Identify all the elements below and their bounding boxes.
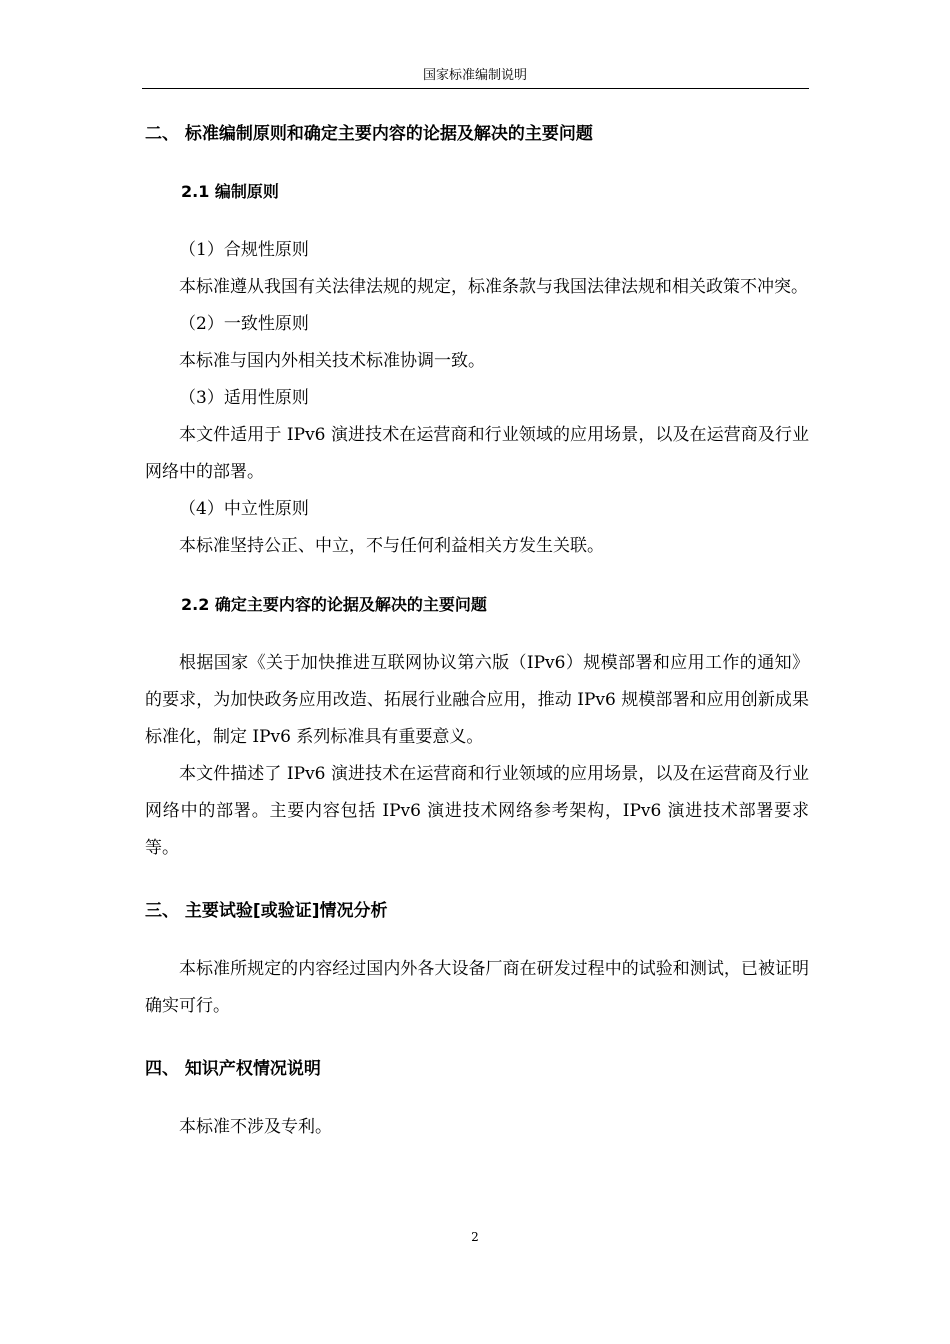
section-3-heading: 三、 主要试验[或验证]情况分析 <box>145 901 388 921</box>
page-number: 2 <box>471 1230 479 1244</box>
basis-paragraph: 根据国家《关于加快推进互联网协议第六版（IPv6）规模部署和应用工作的通知》的要求，为加快政务应用改造、拓展行业融合应用，推动 IPv6 规模部署和应用创新成果标准化，制定 IPv6 系列标准具有重要意义。 <box>145 653 809 747</box>
principle-2-text: 本标准与国内外相关技术标准协调一致。 <box>179 351 485 371</box>
principle-2-label: （2）一致性原则 <box>179 314 309 334</box>
section-2-1-heading: 2.1 编制原则 <box>181 182 279 201</box>
running-header: 国家标准编制说明 <box>422 68 527 83</box>
principle-3-label: （3）适用性原则 <box>179 388 309 408</box>
section-4-text: 本标准不涉及专利。 <box>179 1117 332 1137</box>
principle-4-label: （4）中立性原则 <box>179 499 309 519</box>
section-4-heading: 四、 知识产权情况说明 <box>145 1059 321 1079</box>
principle-1-label: （1）合规性原则 <box>179 240 309 260</box>
section-3-text: 本标准所规定的内容经过国内外各大设备厂商在研发过程中的试验和测试，已被证明确实可行。 <box>145 959 809 1016</box>
section-2-2-heading: 2.2 确定主要内容的论据及解决的主要问题 <box>181 595 487 614</box>
header-divider <box>142 88 809 89</box>
principle-1-text: 本标准遵从我国有关法律法规的规定，标准条款与我国法律法规和相关政策不冲突。 <box>179 277 808 297</box>
principle-3-text: 本文件适用于 IPv6 演进技术在运营商和行业领域的应用场景，以及在运营商及行业网络中的部署。 <box>145 425 809 482</box>
principle-4-text: 本标准坚持公正、中立，不与任何利益相关方发生关联。 <box>179 536 604 556</box>
section-2-heading: 二、 标准编制原则和确定主要内容的论据及解决的主要问题 <box>145 124 593 144</box>
document-body <box>145 116 809 1146</box>
scope-paragraph: 本文件描述了 IPv6 演进技术在运营商和行业领域的应用场景，以及在运营商及行业网络中的部署。主要内容包括 IPv6 演进技术网络参考架构，IPv6 演进技术部署要求等。 <box>145 764 809 858</box>
